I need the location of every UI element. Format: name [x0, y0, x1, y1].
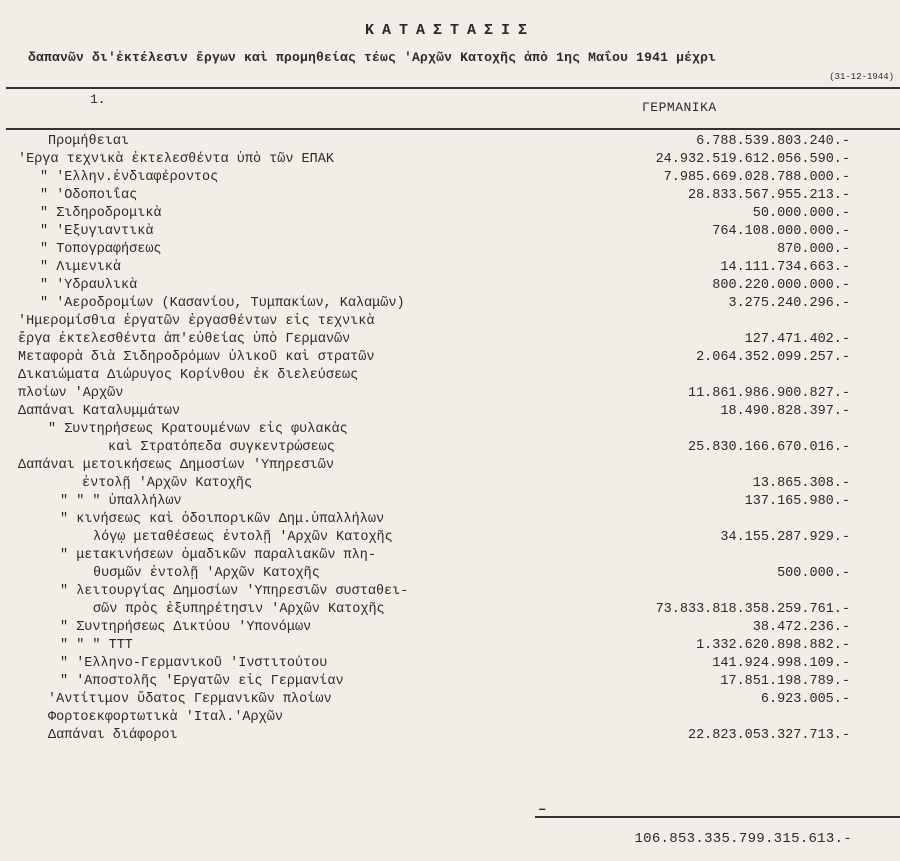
- table-row: [0, 674, 900, 692]
- row-label: " 'Ελλην.ἐνδιαφέροντος: [40, 170, 219, 185]
- row-label: Δαπάναι Καταλυμμάτων: [18, 404, 181, 419]
- row-label: " 'Ελληνο-Γερμανικοῦ 'Ινστιτούτου: [60, 656, 328, 671]
- row-label: Δαπάναι διάφοροι: [48, 728, 178, 743]
- document-title: ΚΑΤΑΣΤΑΣΙΣ: [364, 22, 535, 39]
- row-amount: 137.165.980.-: [744, 494, 850, 509]
- row-amount: 18.490.828.397.-: [720, 404, 850, 419]
- row-label: " 'Αεροδρομίων (Κασανίου, Τυμπακίων, Καλαμῶν): [40, 296, 405, 311]
- row-amount: 14.111.734.663.-: [720, 260, 850, 275]
- row-label: " 'Υδραυλικὰ: [40, 278, 138, 293]
- table-row: [0, 206, 900, 224]
- document-date: (31-12-1944): [829, 72, 894, 82]
- row-amount: 17.851.198.789.-: [720, 674, 850, 689]
- row-label: Δικαιώματα Διώρυγος Κορίνθου ἐκ διελεύσεως: [18, 368, 359, 383]
- table-row: [0, 728, 900, 746]
- table-row: [0, 278, 900, 296]
- row-label: πλοίων 'Αρχῶν: [18, 386, 124, 401]
- row-amount: 38.472.236.-: [752, 620, 850, 635]
- row-label: " Τοπογραφήσεως: [40, 242, 162, 257]
- row-label: " Συντηρήσεως Κρατουμένων εἰς φυλακὰς: [48, 422, 348, 437]
- table-row: [0, 476, 900, 494]
- expense-table: [0, 134, 900, 746]
- table-row: [0, 512, 900, 530]
- row-amount: 800.220.000.000.-: [712, 278, 850, 293]
- header-rule-top: [6, 87, 900, 89]
- row-amount: 34.155.287.929.-: [720, 530, 850, 545]
- table-row: [0, 404, 900, 422]
- row-label: 'Ημερομίσθια ἐργατῶν ἐργασθέντων εἰς τεχνικὰ: [18, 314, 375, 329]
- row-amount: 870.000.-: [777, 242, 850, 257]
- table-row: [0, 152, 900, 170]
- table-row: [0, 260, 900, 278]
- row-label: " Λιμενικὰ: [40, 260, 122, 275]
- row-amount: 1.332.620.898.882.-: [696, 638, 850, 653]
- row-amount: 24.932.519.612.056.590.-: [655, 152, 850, 167]
- row-label: " 'Αποστολῆς 'Εργατῶν εἰς Γερμανίαν: [60, 674, 344, 689]
- row-label: Δαπάναι μετοικήσεως Δημοσίων 'Υπηρεσιῶν: [18, 458, 334, 473]
- table-row: [0, 602, 900, 620]
- table-row: [0, 314, 900, 332]
- row-label: καὶ Στρατόπεδα συγκεντρώσεως: [108, 440, 335, 455]
- column-heading: ΓΕΡΜΑΝΙΚΑ: [642, 100, 717, 115]
- table-row: [0, 584, 900, 602]
- table-row: [0, 422, 900, 440]
- row-label: θυσμῶν ἐντολῇ 'Αρχῶν Κατοχῆς: [93, 566, 320, 581]
- table-row: [0, 638, 900, 656]
- table-row: [0, 656, 900, 674]
- column-number: 1.: [90, 92, 106, 107]
- table-row: [0, 368, 900, 386]
- row-label: " Συντηρήσεως Δικτύου 'Υπονόμων: [60, 620, 312, 635]
- total-rule: [535, 816, 900, 818]
- table-row: [0, 692, 900, 710]
- table-row: [0, 170, 900, 188]
- row-amount: 500.000.-: [777, 566, 850, 581]
- table-row: [0, 134, 900, 152]
- row-amount: 6.923.005.-: [760, 692, 850, 707]
- table-row: [0, 224, 900, 242]
- row-label: λόγῳ μεταθέσεως ἐντολῇ 'Αρχῶν Κατοχῆς: [93, 530, 393, 545]
- grand-total: 106.853.335.799.315.613.-: [634, 831, 852, 847]
- row-label: 'Αντίτιμον ὕδατος Γερμανικῶν πλοίων: [48, 692, 332, 707]
- row-amount: 22.823.053.327.713.-: [687, 728, 850, 743]
- row-amount: 2.064.352.099.257.-: [696, 350, 850, 365]
- row-label: 'Εργα τεχνικὰ ἐκτελεσθέντα ὑπὸ τῶν ΕΠΑΚ: [18, 152, 334, 167]
- table-row: [0, 350, 900, 368]
- table-row: [0, 548, 900, 566]
- row-amount: 127.471.402.-: [744, 332, 850, 347]
- row-amount: 11.861.986.900.827.-: [687, 386, 850, 401]
- table-row: [0, 332, 900, 350]
- row-label: " Σιδηροδρομικὰ: [40, 206, 162, 221]
- table-row: [0, 386, 900, 404]
- row-label: " κινήσεως καὶ ὁδοιπορικῶν Δημ.ὑπαλλήλων: [60, 512, 385, 527]
- row-label: " 'Εξυγιαντικὰ: [40, 224, 154, 239]
- row-amount: 764.108.000.000.-: [712, 224, 850, 239]
- document-subtitle: δαπανῶν δι'ἐκτέλεσιν ἔργων καὶ προμηθείας τέως 'Αρχῶν Κατοχῆς ἀπὸ 1ης Μαΐου 1941 μέχρι: [28, 50, 717, 65]
- row-amount: 7.985.669.028.788.000.-: [663, 170, 850, 185]
- table-row: [0, 530, 900, 548]
- row-label: " μετακινήσεων ὁμαδικῶν παραλιακῶν πλη-: [60, 548, 376, 563]
- table-row: [0, 296, 900, 314]
- row-amount: 3.275.240.296.-: [728, 296, 850, 311]
- row-label: " " " ΤΤΤ: [60, 638, 133, 653]
- table-row: [0, 710, 900, 728]
- total-dash: –: [538, 802, 547, 818]
- row-label: σῶν πρὸς ἐξυπηρέτησιν 'Αρχῶν Κατοχῆς: [93, 602, 385, 617]
- row-label: Μεταφορὰ διὰ Σιδηροδρόμων ὑλικοῦ καὶ στρατῶν: [18, 350, 375, 365]
- row-label: " 'Οδοποιΐας: [40, 188, 138, 203]
- row-label: ἐντολῇ 'Αρχῶν Κατοχῆς: [82, 476, 253, 491]
- table-row: [0, 440, 900, 458]
- row-label: Φορτοεκφορτωτικὰ 'Ιταλ.'Αρχῶν: [48, 710, 283, 725]
- row-amount: 50.000.000.-: [752, 206, 850, 221]
- header-rule-bottom: [6, 128, 900, 130]
- table-row: [0, 458, 900, 476]
- row-amount: 73.833.818.358.259.761.-: [655, 602, 850, 617]
- table-row: [0, 566, 900, 584]
- table-row: [0, 620, 900, 638]
- table-row: [0, 494, 900, 512]
- row-label: ἔργα ἐκτελεσθέντα ἀπ'εὐθείας ὑπὸ Γερμανῶν: [18, 332, 351, 347]
- row-label: " λειτουργίας Δημοσίων 'Υπηρεσιῶν συσταθει-: [60, 584, 409, 599]
- row-amount: 6.788.539.803.240.-: [696, 134, 850, 149]
- row-amount: 28.833.567.955.213.-: [687, 188, 850, 203]
- row-amount: 141.924.998.109.-: [712, 656, 850, 671]
- row-amount: 13.865.308.-: [752, 476, 850, 491]
- row-amount: 25.830.166.670.016.-: [687, 440, 850, 455]
- table-row: [0, 242, 900, 260]
- row-label: " " " ὑπαλλήλων: [60, 494, 182, 509]
- table-row: [0, 188, 900, 206]
- row-label: Προμήθειαι: [48, 134, 130, 149]
